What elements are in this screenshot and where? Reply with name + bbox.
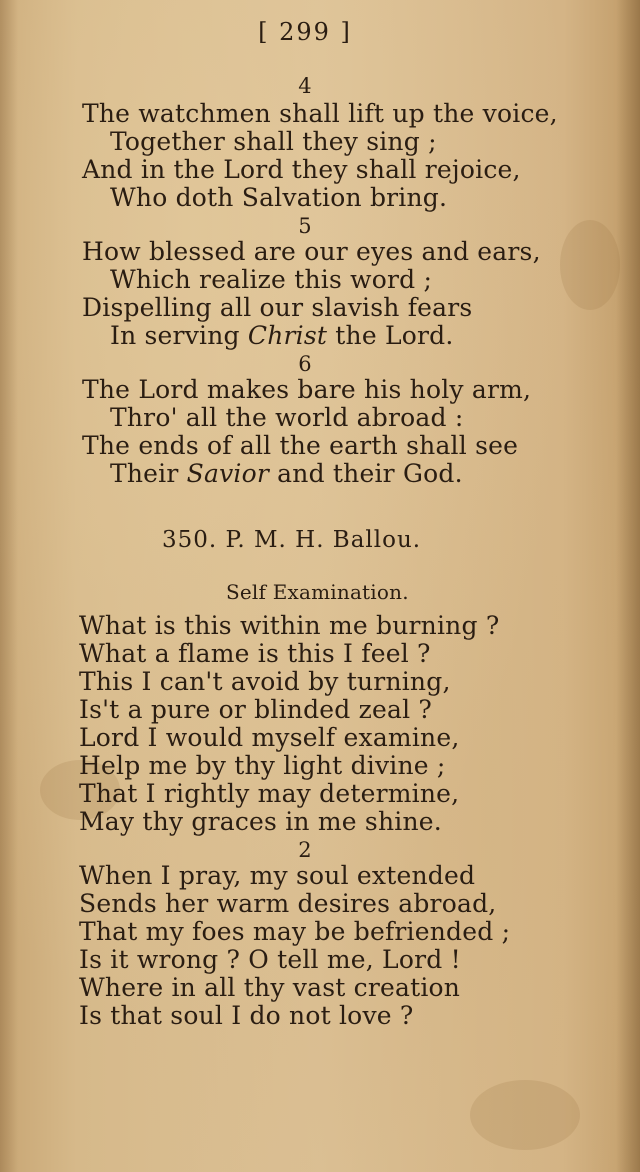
verse-line-part: In serving <box>110 321 248 350</box>
verse-line: Lord I would myself examine, <box>79 723 460 752</box>
italic-word: Christ <box>247 321 328 350</box>
verse-line: Is't a pure or blinded zeal ? <box>79 695 433 724</box>
verse-line: Together shall they sing ; <box>110 127 437 156</box>
page-number: [ 299 ] <box>258 18 352 46</box>
verse-line: May thy graces in me shine. <box>79 807 442 836</box>
verse-number: 2 <box>298 838 312 862</box>
hymn-heading: 350. P. M. H. Ballou. <box>162 527 422 553</box>
verse-line: The watchmen shall lift up the voice, <box>82 99 558 128</box>
verse-line: What a flame is this I feel ? <box>79 639 431 668</box>
verse-line: This I can't avoid by turning, <box>79 667 451 696</box>
verse-number: 6 <box>298 352 312 376</box>
verse-line: Where in all thy vast creation <box>79 973 461 1002</box>
verse-line: And in the Lord they shall rejoice, <box>82 155 521 184</box>
verse-line-part: the Lord. <box>327 321 454 350</box>
verse-line: Help me by thy light divine ; <box>79 751 446 780</box>
verse-number: 4 <box>298 74 312 98</box>
verse-line: Which realize this word ; <box>110 265 433 294</box>
italic-word: Savior <box>186 459 270 488</box>
verse-line: Thro' all the world abroad : <box>110 403 464 432</box>
verse-line: What is this within me burning ? <box>79 611 500 640</box>
verse-line: That I rightly may determine, <box>79 779 460 808</box>
verse-line: When I pray, my soul extended <box>79 861 476 890</box>
verse-line-with-italic <box>110 322 454 350</box>
verse-line-part: Their <box>110 459 187 488</box>
verse-line: How blessed are our eyes and ears, <box>82 237 541 266</box>
verse-line-with-italic <box>110 460 463 488</box>
verse-number: 5 <box>298 214 312 238</box>
verse-line: The ends of all the earth shall see <box>82 431 519 460</box>
verse-line-part: and their God. <box>269 459 463 488</box>
verse-line: Is that soul I do not love ? <box>79 1001 414 1030</box>
verse-line: That my foes may be befriended ; <box>79 917 511 946</box>
verse-line: Dispelling all our slavish fears <box>82 293 473 322</box>
verse-line: Who doth Salvation bring. <box>110 183 448 212</box>
verse-line: Sends her warm desires abroad, <box>79 889 497 918</box>
verse-line: Is it wrong ? O tell me, Lord ! <box>79 945 461 974</box>
verse-line: The Lord makes bare his holy arm, <box>82 375 532 404</box>
hymn-title: Self Examination. <box>226 580 409 604</box>
